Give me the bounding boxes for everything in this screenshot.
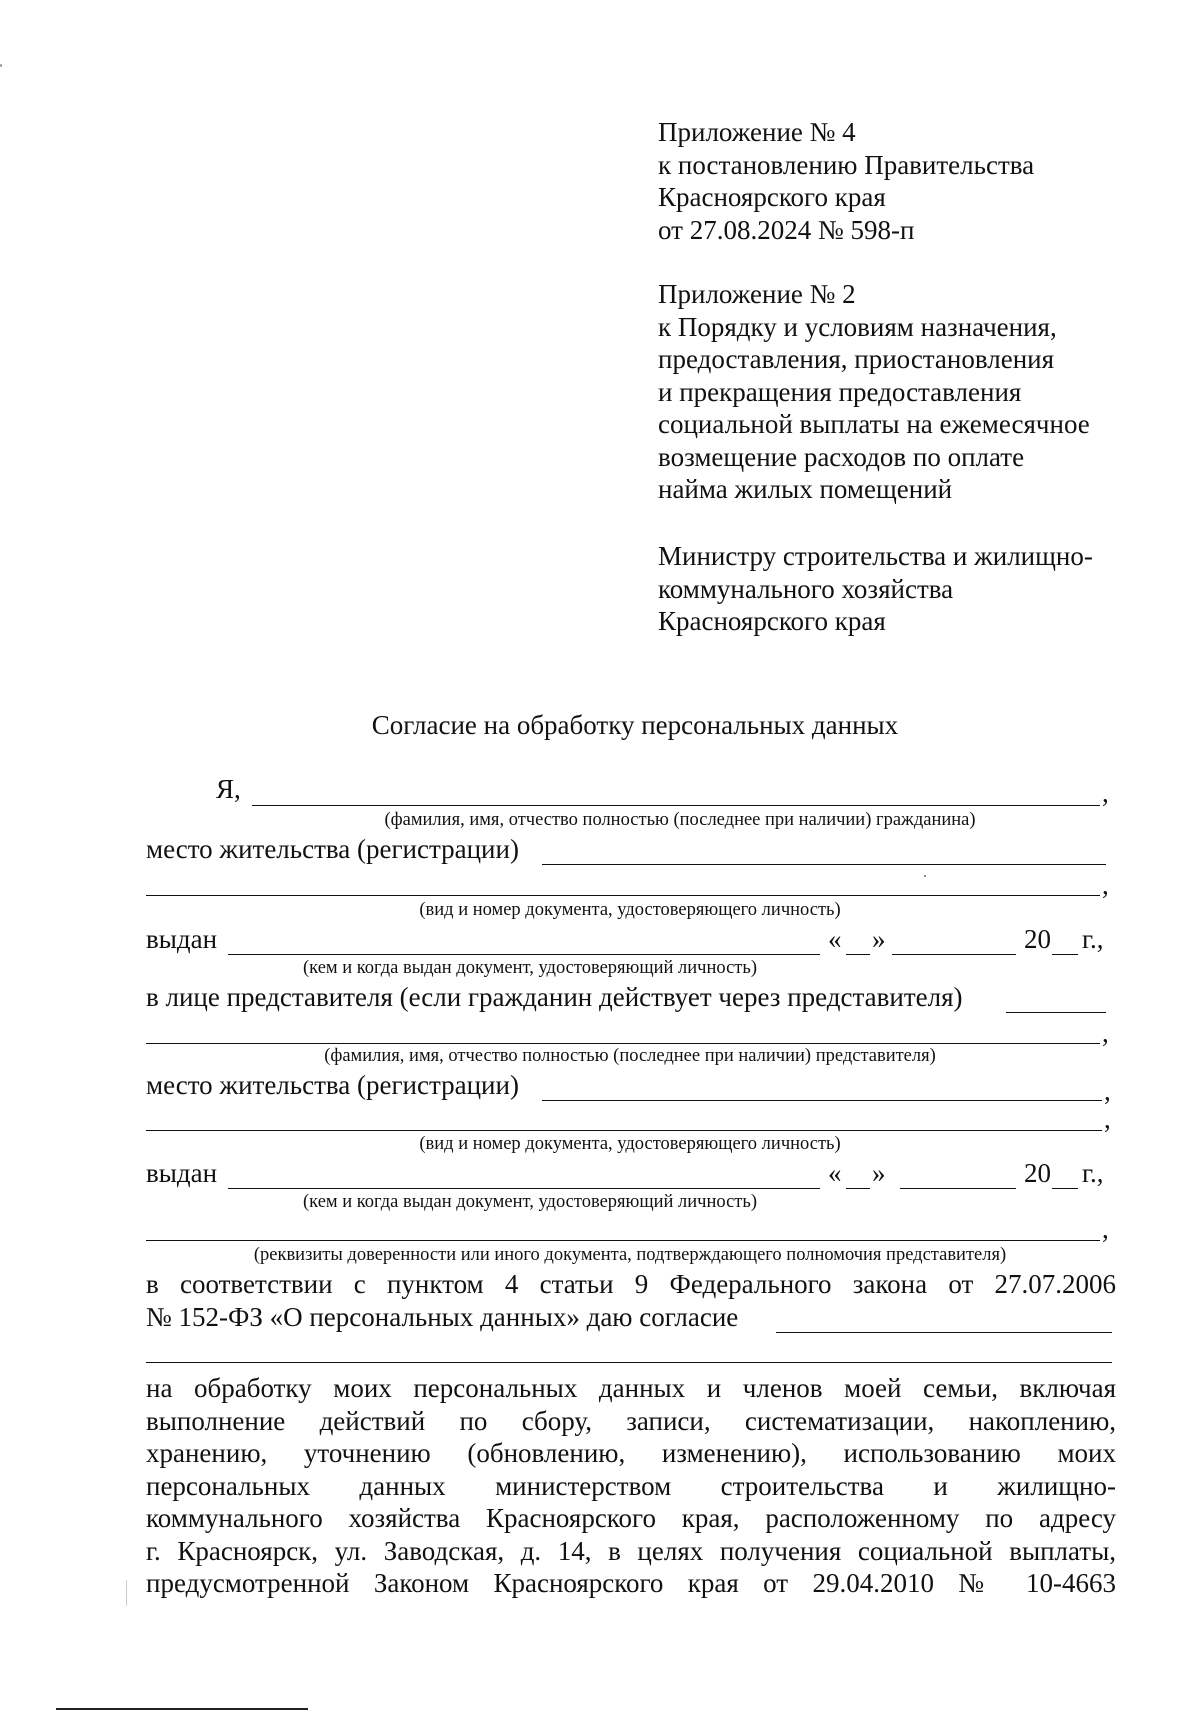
year-suffix: г.,: [1082, 1158, 1104, 1188]
header-line: к постановлению Правительства: [658, 149, 1035, 180]
citizen-issue-year-field[interactable]: [1052, 954, 1078, 955]
caption-id-document: (вид и номер документа, удостоверяющего личность): [419, 900, 841, 920]
header-line: Приложение № 4: [658, 117, 856, 147]
caption-citizen-name: (фамилия, имя, отчество полностью (последнее при наличии) гражданина): [384, 810, 976, 830]
representative-name-field[interactable]: [146, 1043, 1100, 1044]
appendix-4-header: [658, 116, 1034, 246]
paragraph-row: на обработку моих персональных данных и членов моей семьи, включая: [146, 1373, 1116, 1403]
rep-issue-day-field[interactable]: [846, 1188, 870, 1189]
power-of-attorney-field[interactable]: [146, 1240, 1100, 1241]
comma: ,: [1104, 1076, 1111, 1106]
scan-artifact: [0, 64, 2, 67]
consent-subject-field[interactable]: [776, 1332, 1112, 1333]
document-title: Согласие на обработку персональных данных: [371, 710, 899, 740]
rep-issued-label: выдан: [146, 1158, 218, 1188]
rep-residence-field-2[interactable]: [146, 1130, 1102, 1131]
citizen-issued-by-field[interactable]: [228, 954, 820, 955]
scan-artifact: [126, 1580, 127, 1606]
paragraph-row: выполнение действий по сбору, записи, систематизации, накоплению,: [146, 1405, 1116, 1436]
quote-close: »: [872, 924, 886, 954]
rep-issued-by-field[interactable]: [228, 1188, 820, 1189]
header-line: Красноярского края: [658, 182, 886, 212]
scan-speck: [924, 875, 926, 877]
consent-line-2: № 152-ФЗ «О персональных данных» даю согласие: [146, 1302, 739, 1332]
quote-open: «: [828, 924, 842, 954]
paragraph-row: г. Красноярск, ул. Заводская, д. 14, в целях получения социальной выплаты,: [146, 1535, 1116, 1566]
consent-subject-field-2[interactable]: [146, 1362, 1112, 1363]
paragraph-row: персональных данных министерством строительства и жилищно-: [146, 1470, 1116, 1501]
addressee-line: Министру строительства и жилищно-: [658, 541, 1093, 571]
caption-rep-id-document: (вид и номер документа, удостоверяющего личность): [419, 1134, 841, 1154]
header-line: найма жилых помещений: [658, 474, 953, 504]
representative-label: в лице представителя (если гражданин действует через представителя): [146, 982, 963, 1012]
rep-issue-year-field[interactable]: [1052, 1188, 1078, 1189]
citizen-residence-field[interactable]: [542, 864, 1106, 865]
header-line: предоставления, приостановления: [658, 344, 1055, 374]
paragraph-row: хранению, уточнению (обновлению, изменению), использованию моих: [146, 1438, 1116, 1468]
caption-rep-issued-by: (кем и когда выдан документ, удостоверяющий личность): [303, 1192, 757, 1212]
appendix-2-header: [658, 278, 1090, 506]
consent-text: в соответствии с пунктом 4 статьи 9 Федерального закона от 27.07.2006: [146, 1269, 1116, 1299]
caption-power-of-attorney: (реквизиты доверенности или иного документа, подтверждающего полномочия представителя): [253, 1245, 1007, 1265]
paragraph-row: предусмотренной Законом Красноярского края от 29.04.2010 № 10-4663: [146, 1568, 1116, 1598]
year-prefix: 20: [1024, 924, 1051, 954]
comma: ,: [1104, 1104, 1111, 1134]
quote-close: »: [872, 1158, 886, 1188]
representative-field[interactable]: [1006, 1012, 1106, 1013]
header-line: от 27.08.2024 № 598-п: [658, 214, 915, 245]
ya-label: Я,: [216, 774, 241, 804]
year-suffix: г.,: [1082, 924, 1104, 954]
caption-issued-by: (кем и когда выдан документ, удостоверяющий личность): [303, 958, 757, 978]
addressee-block: [658, 540, 1093, 638]
header-line: к Порядку и условиям назначения,: [658, 311, 1057, 342]
header-line: Приложение № 2: [658, 279, 856, 309]
footnote-separator: [56, 1708, 308, 1710]
comma: ,: [1102, 778, 1109, 808]
rep-residence-label: место жительства (регистрации): [146, 1070, 519, 1100]
addressee-line: Красноярского края: [658, 606, 886, 636]
citizen-issue-month-field[interactable]: [892, 954, 1016, 955]
paragraph-row: коммунального хозяйства Красноярского края, расположенному по адресу: [146, 1503, 1116, 1533]
comma: ,: [1102, 1018, 1109, 1048]
header-line: и прекращения предоставления: [658, 376, 1022, 407]
rep-residence-field[interactable]: [542, 1100, 1102, 1101]
year-prefix: 20: [1024, 1158, 1051, 1188]
comma: ,: [1102, 1214, 1109, 1244]
header-line: возмещение расходов по оплате: [658, 441, 1025, 472]
consent-paragraph: [146, 1372, 1116, 1600]
issued-label: выдан: [146, 924, 218, 954]
quote-open: «: [828, 1158, 842, 1188]
citizen-issue-day-field[interactable]: [846, 954, 870, 955]
addressee-line: коммунального хозяйства: [658, 573, 954, 604]
citizen-residence-field-2[interactable]: [146, 895, 1100, 896]
caption-representative-name: (фамилия, имя, отчество полностью (последнее при наличии) представителя): [324, 1046, 936, 1066]
header-line: социальной выплаты на ежемесячное: [658, 409, 1090, 439]
consent-line-1: [146, 1268, 1116, 1301]
citizen-name-field[interactable]: [252, 805, 1100, 806]
comma: ,: [1102, 870, 1109, 900]
rep-issue-month-field[interactable]: [900, 1188, 1016, 1189]
residence-label: место жительства (регистрации): [146, 834, 519, 864]
